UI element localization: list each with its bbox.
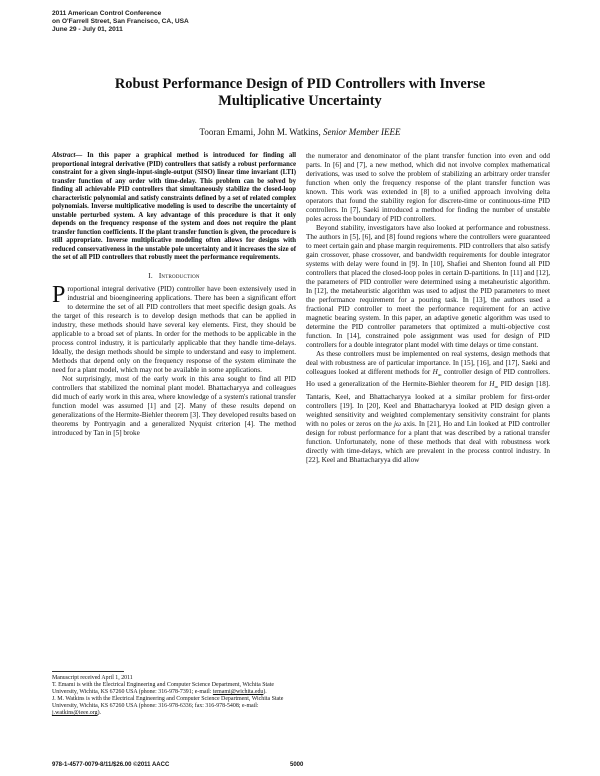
email-link-1[interactable]: temami@wichita.edu [212, 689, 264, 696]
author-list [40, 127, 560, 138]
footnote-author-1: T. Emami is with the Electrical Engineering and Computer Science Department, Wichita State University, Wichita, KS 67260 USA (phone: 316-978-7391; e-mail: temami@wichita.edu). [52, 682, 275, 696]
conference-location: on O'Farrell Street, San Francisco, CA, USA [52, 18, 189, 26]
author-names: Tooran Emami, John M. Watkins, [199, 127, 323, 137]
abstract [52, 152, 296, 263]
section-title: Introduction [158, 271, 200, 280]
conference-name: 2011 American Control Conference [52, 10, 162, 17]
title-line-1: Robust Performance Design of PID Controllers with Inverse [114, 76, 486, 92]
right-paragraph-3: As these controllers must be implemented on real systems, design methods that deal with robustness are of particular importance. In [15], [16], and [17], Saeki and colleagues looked at different methods for $H_\infty$ controller design of PID controllers. Ho used a generalization of the Hermite-Biehler theorem for $H_\infty$ PID design [18]. Tantaris, Keel, and Bhattacharyya looked at a similar problem for first-order controllers [19]. In [20], Keel and Bhattacharyya looked at PID design given a weighted sensitivity and weighted complementary sensitivity constraint for plants with no poles or zeros on the jω axis. In [21], Ho and Lin looked at PID controller design for robust performance for a plant that was described by a rational transfer function. Unfortunately, none of these methods that deal with robustness work directly with time-delays, which are prevalent in the process control industry. In [22], Keel and Bhattacharyya did allow [306, 350, 551, 464]
intro-paragraph-1-text: roportional integral derivative (PID) controller have been extensively used in industrial and bioengineering applications. There has been a significant effort to determine the set of all PID controllers that meet specific design goals. As the target of this research is to develop design methods that can be applied in industry, these methods should have several key elements. First, they should be applicable to a broad set of plants. In order for the methods to be applicable in the process control industry, it is particularly applicable that they handle time-delays. Ideally, the design methods should be simple to understand and easy to implement. Methods that depend only on the frequency response of the system eliminate the need for a plant model, which may not be available in some applications. [52, 284, 296, 374]
footer-page-number: 5000 [290, 762, 304, 768]
abstract-label: Abstract [52, 152, 76, 159]
section-number: I. [148, 271, 153, 280]
h-infinity-symbol: $H_\infty$ [489, 380, 499, 391]
author-membership: Senior Member IEEE [322, 127, 401, 137]
j-omega-symbol: jω [393, 419, 402, 428]
drop-cap: P [52, 281, 66, 308]
paper-title [40, 76, 560, 110]
footnote-author-2: J. M. Watkins is with the Electrical Engineering and Computer Science Department, Wichita State University, Wichita, KS 67260 USA (phone: 316-978-6336; fax: 316-978-5408; e-mail: j.watkins@ieee.org). [52, 696, 284, 717]
footnote-received: Manuscript received April 1, 2011 [52, 675, 133, 681]
h-infinity-symbol: $H_\infty$ [432, 368, 442, 379]
email-link-2[interactable]: j.watkins@ieee.org [52, 710, 98, 717]
right-paragraph-1: the numerator and denominator of the plant transfer function into even and odd parts. In [6] and [7], a new method, which did not involve complex mathematical derivations, was used to solve the problem of stabilizing an arbitrary order transfer function when only the frequency response of the plant transfer function was known. This work was extended in [8] to a unified approach involving delta operators that found the stability region for discrete-time or continuous-time PID controllers. In [7], Saeki introduced a method for finding the number of unstable poles across the boundary of PID controllers. [306, 152, 550, 223]
section-heading-introduction [52, 272, 296, 281]
left-column [52, 152, 296, 438]
intro-paragraph-2: Not surprisingly, most of the early work in this area sought to find all PID controllers that stabilized the nominal plant model. Bhattacharyya and colleagues did much of early work in this area, where knowledge of a system's rational transfer function model was assumed [1] and [2]. Many of these results depend on generalizations of the Hermite-Biehler theorem [3]. They developed results based on theorems by Pontryagin and a generalized Nyquist criterion [4]. The method introduced by Tan in [5] broke [52, 374, 296, 437]
conference-header [52, 10, 312, 35]
right-column [306, 152, 550, 465]
footnotes [52, 671, 296, 718]
footnote-rule [52, 671, 124, 672]
abstract-text: — In this paper a graphical method is introduced for finding all proportional integral derivative (PID) controllers that satisfy a robust performance constraint for a given single-input-single-output (SISO) linear time invariant (LTI) transfer function of any order with time-delay. This problem can be solved by finding all achievable PID controllers that simultaneously stabilize the closed-loop characteristic polynomial and satisfy constraints defined by a set of related complex polynomials. Inverse multiplicative modeling is used to describe the uncertainty of unstable perturbed system. A key advantage of this procedure is that it only depends on the frequency response of the system and does not require the plant transfer function coefficients. If the plant transfer function is given, the procedure is still appropriate. Inverse multiplicative modeling often allows for designs with reduced conservativeness in the unstable pole uncertainty and it increases the size of the set of all PID controllers that robustly meet the performance requirements. [52, 152, 296, 261]
footer-isbn: 978-1-4577-0079-8/11/$26.00 ©2011 AACC [52, 762, 170, 768]
intro-paragraph-1 [52, 281, 296, 375]
title-line-2: Multiplicative Uncertainty [218, 93, 382, 109]
right-paragraph-2: Beyond stability, investigators have also looked at performance and robustness. The authors in [5], [6], and [8] found regions where the controllers were guaranteed to meet certain gain and phase margin requirements. PID controllers that also satisfy gain crossover, phase crossover, and bandwidth requirements for double integrator systems with delay were found in [9]. In [10], Shafiei and Shenton found all PID controllers that placed the closed-loop poles in certain D-partitions. In [11] and [12], the parameters of PID controller were determined using a metaheuristic algorithm. In [12], the metaheuristic algorithm was used to adjust the PID parameters to meet the performance requirement for a pouring task. In [13], the authors used a fractional PID controller to meet the performance requirement for an active magnetic bearing system. In this paper, an adaptive genetic algorithm was used to determine the PID controller parameters that optimized a multi-objective cost function. In [14], constrained pole assignment was used for design of PID controllers for a double integrator plant model with time delays or time constant. [306, 224, 550, 349]
conference-dates: June 29 - July 01, 2011 [52, 26, 123, 34]
